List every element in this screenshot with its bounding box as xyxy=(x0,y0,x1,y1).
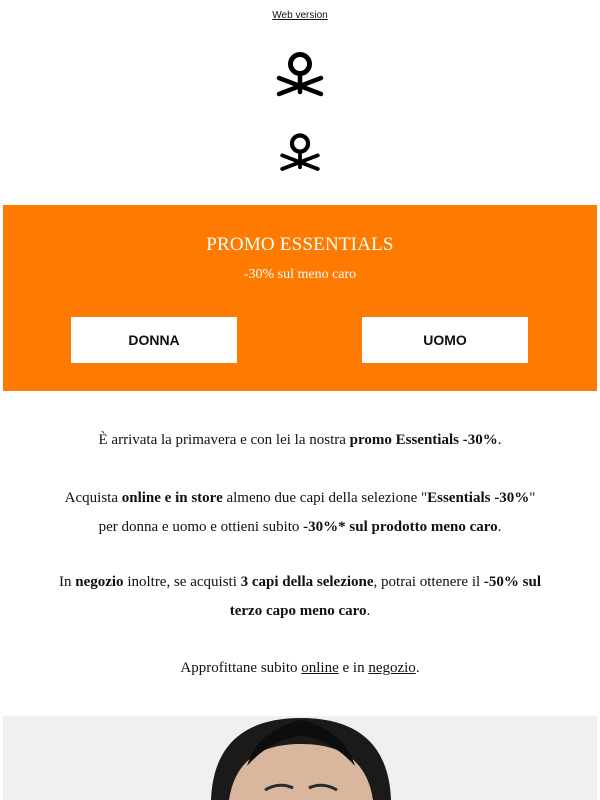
text: " xyxy=(529,490,536,506)
web-version-bar xyxy=(0,10,600,21)
text: , potrai ottenere il xyxy=(373,574,484,590)
promo-subtitle: -30% sul meno caro xyxy=(243,267,357,282)
offer-paragraph xyxy=(0,484,600,542)
items-text: 3 capi della selezione xyxy=(240,574,374,590)
store-text: negozio xyxy=(75,574,124,590)
text: È arrivata la primavera e con lei la nostra xyxy=(98,432,350,448)
donna-button[interactable]: DONNA xyxy=(71,317,237,363)
promo-banner xyxy=(3,205,597,391)
text: Approfittane subito xyxy=(180,660,302,676)
channel-text: online e in store xyxy=(121,490,223,506)
web-version-link[interactable]: Web version xyxy=(272,10,328,21)
promo-title: PROMO ESSENTIALS xyxy=(206,234,394,255)
text: e in xyxy=(338,660,369,676)
hero-photo[interactable] xyxy=(3,716,597,800)
cta-paragraph xyxy=(0,654,600,683)
store-paragraph xyxy=(0,568,600,626)
selection-name: Essentials -30% xyxy=(427,490,530,506)
discount-text: -30%* sul prodotto meno caro xyxy=(303,519,498,535)
text: . xyxy=(366,603,371,619)
brand-logo-small[interactable] xyxy=(0,130,600,174)
discount-text: terzo capo meno caro xyxy=(229,603,367,619)
discount-text: -50% sul xyxy=(483,574,542,590)
text: In xyxy=(58,574,76,590)
text: Acquista xyxy=(64,490,122,506)
text: per donna e uomo e ottieni subito xyxy=(98,519,304,535)
intro-paragraph xyxy=(0,426,600,455)
text: . xyxy=(497,519,502,535)
store-link[interactable]: negozio xyxy=(368,660,416,676)
text: . xyxy=(415,660,420,676)
brand-logo-large[interactable] xyxy=(0,48,600,100)
text: . xyxy=(497,432,502,448)
online-link[interactable]: online xyxy=(301,660,339,676)
brand-logo-icon xyxy=(278,130,322,174)
brand-logo-icon xyxy=(274,48,326,100)
promo-name: promo Essentials -30% xyxy=(349,432,498,448)
model-image xyxy=(3,716,597,800)
uomo-button[interactable]: UOMO xyxy=(362,317,528,363)
text: almeno due capi della selezione " xyxy=(222,490,428,506)
text: inoltre, se acquisti xyxy=(123,574,241,590)
